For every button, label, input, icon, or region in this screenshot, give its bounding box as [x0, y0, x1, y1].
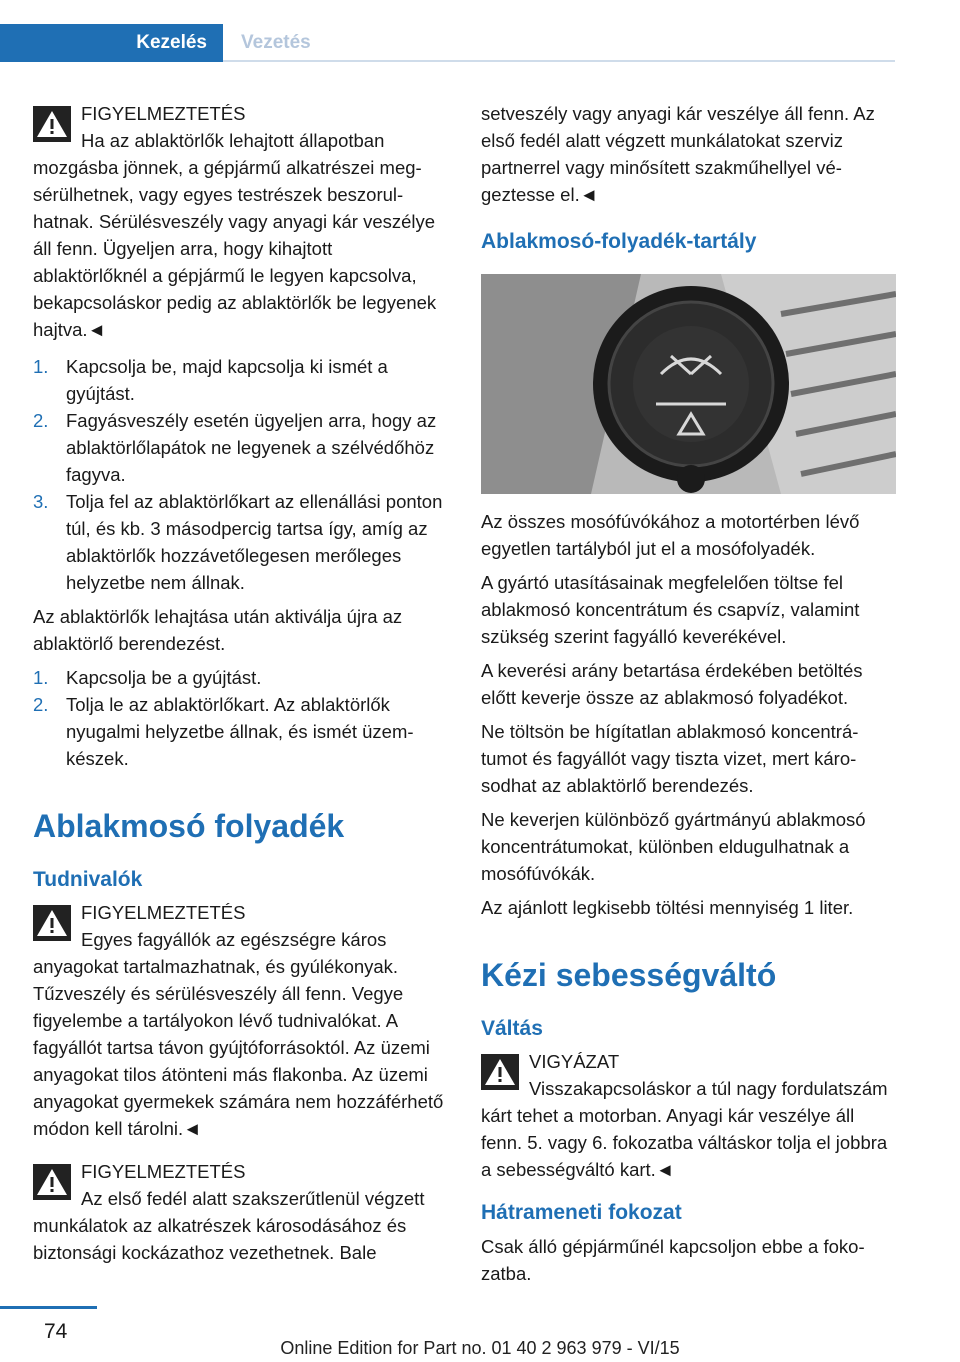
washer-fluid-cap-photo	[481, 274, 896, 494]
warning-block	[33, 1158, 448, 1266]
right-column	[481, 100, 896, 1294]
reservoir-illustration	[481, 274, 896, 494]
left-column	[33, 100, 448, 1276]
warning-triangle-icon	[481, 1054, 519, 1090]
step-text: Kapcsolja be, majd kapcsolja ki ismét a gyújtást.	[66, 356, 388, 404]
step-number: 3.	[33, 491, 49, 512]
tab-kezeles[interactable]: Kezelés	[0, 24, 223, 62]
tab-vezetes[interactable]: Vezetés	[241, 32, 311, 53]
warning-block	[33, 899, 448, 1142]
caution-title: VIGYÁZAT	[529, 1051, 620, 1072]
section-heading: Kézi sebességváltó	[481, 957, 777, 993]
page-number: 74	[44, 1320, 68, 1343]
warning-block	[33, 100, 448, 343]
step-text: Kapcsolja be a gyújtást.	[66, 667, 262, 688]
subsection-heading: Ablakmosó-folyadék-tartály	[481, 230, 757, 253]
step-number: 2.	[33, 694, 49, 715]
paragraph: Az összes mosófúvókához a motortérben lévő egyetlen tartályból jut el a mosófolyadék.	[481, 511, 860, 559]
caution-text: Visszakapcsoláskor a túl nagy fordulatszám kárt tehet a motorban. Anyagi kár veszélye áll fenn. 5. vagy 6. fokozatba váltáskor tolja el jobbra a sebességváltó kart.◄	[481, 1078, 888, 1180]
list-item	[33, 664, 448, 691]
warning-text: Az első fedél alatt szakszerűtlenül végzett munkálatok az alkatrészek károsodásához és biztonsági kockázathoz vezethetnek. Bale	[33, 1188, 425, 1263]
list-item	[33, 488, 448, 596]
paragraph: Csak álló gépjárműnél kapcsoljon ebbe a fokozatba.	[481, 1236, 865, 1284]
header-tabs	[0, 24, 895, 62]
subsection-heading: Hátrameneti fokozat	[481, 1201, 682, 1224]
paragraph: setveszély vagy anyagi kár veszélye áll fenn. Az első fedél alatt végzett munkálatokat szerviz partnerrel vagy minősített szakműhellyel végeztesse el.◄	[481, 103, 875, 205]
warning-triangle-icon	[33, 106, 71, 142]
warning-text: Ha az ablaktörlők lehajtott állapotban mozgásba jönnek, a gépjármű alkatrészei megsérülhetnek, vagy egyes testrészek beszorulhatnak. Sérülésveszély vagy anyagi kár veszélye áll fenn. Ügyeljen arra, hogy kihajtott ablaktörlőknél a gépjármű le legyen kapcsolva, bekapcsoláskor pedig az ablaktörlők be legyenek hajtva.◄	[33, 130, 437, 340]
warning-title: FIGYELMEZTETÉS	[81, 902, 246, 923]
warning-text: Egyes fagyállók az egészségre káros anyagokat tartalmazhatnak, és gyúlékonyak. Tűzveszély és sérülésveszély áll fenn. Vegye figyelembe a tartályokon lévő tudnivalókat. A fagyállót tartsa távon gyújtóforrásoktól. Az üzemi anyagokat tilos átönteni más flakonba. Az üzemi anyagokat gyermekek számára nem hozzáférhető módon kell tárolni.◄	[33, 929, 444, 1139]
paragraph: Az ablaktörlők lehajtása után aktiválja újra az ablaktörlő berendezést.	[33, 606, 403, 654]
footer-divider	[0, 1306, 97, 1309]
list-item	[33, 407, 448, 488]
step-number: 2.	[33, 410, 49, 431]
list-item	[33, 691, 448, 772]
warning-triangle-icon	[33, 1164, 71, 1200]
subsection-heading: Váltás	[481, 1017, 543, 1040]
step-number: 1.	[33, 356, 49, 377]
tab-divider	[223, 60, 895, 62]
list-item	[33, 353, 448, 407]
edition-footer: Online Edition for Part no. 01 40 2 963 979 - VI/15	[280, 1338, 680, 1358]
warning-triangle-icon	[33, 905, 71, 941]
step-text: Tolja le az ablaktörlőkart. Az ablaktörlők nyugalmi helyzetbe állnak, és ismét üzemkészek.	[66, 694, 414, 769]
section-heading: Ablakmosó folyadék	[33, 808, 345, 844]
paragraph: Ne keverjen különböző gyártmányú ablakmosó koncentrátumokat, különben eldugulhatnak a mosófúvókák.	[481, 809, 866, 884]
warning-title: FIGYELMEZTETÉS	[81, 1161, 246, 1182]
step-list	[33, 664, 448, 772]
paragraph: Ne töltsön be hígítatlan ablakmosó koncentrátumot és fagyállót vagy tiszta vizet, mert károsodhat az ablaktörlő berendezés.	[481, 721, 859, 796]
step-number: 1.	[33, 667, 49, 688]
paragraph: A keverési arány betartása érdekében betöltés előtt keverje össze az ablakmosó folyadékot.	[481, 660, 863, 708]
step-list	[33, 353, 448, 596]
subsection-heading: Tudnivalók	[33, 868, 143, 891]
paragraph: Az ajánlott legkisebb töltési mennyiség 1 liter.	[481, 897, 854, 918]
caution-block	[481, 1048, 896, 1183]
paragraph: A gyártó utasításainak megfelelően töltse fel ablakmosó koncentrátum és csapvíz, valamint szükség szerint fagyálló keverékével.	[481, 572, 860, 647]
step-text: Tolja fel az ablaktörlőkart az ellenállási ponton túl, és kb. 3 másodpercig tartsa így, amíg az ablaktörlők hozzávetőlegesen merőleges helyzetbe nem állnak.	[66, 491, 443, 593]
step-text: Fagyásveszély esetén ügyeljen arra, hogy az ablaktörlőlapátok ne legyenek a szélvédőhöz fagyva.	[66, 410, 437, 485]
warning-title: FIGYELMEZTETÉS	[81, 103, 246, 124]
